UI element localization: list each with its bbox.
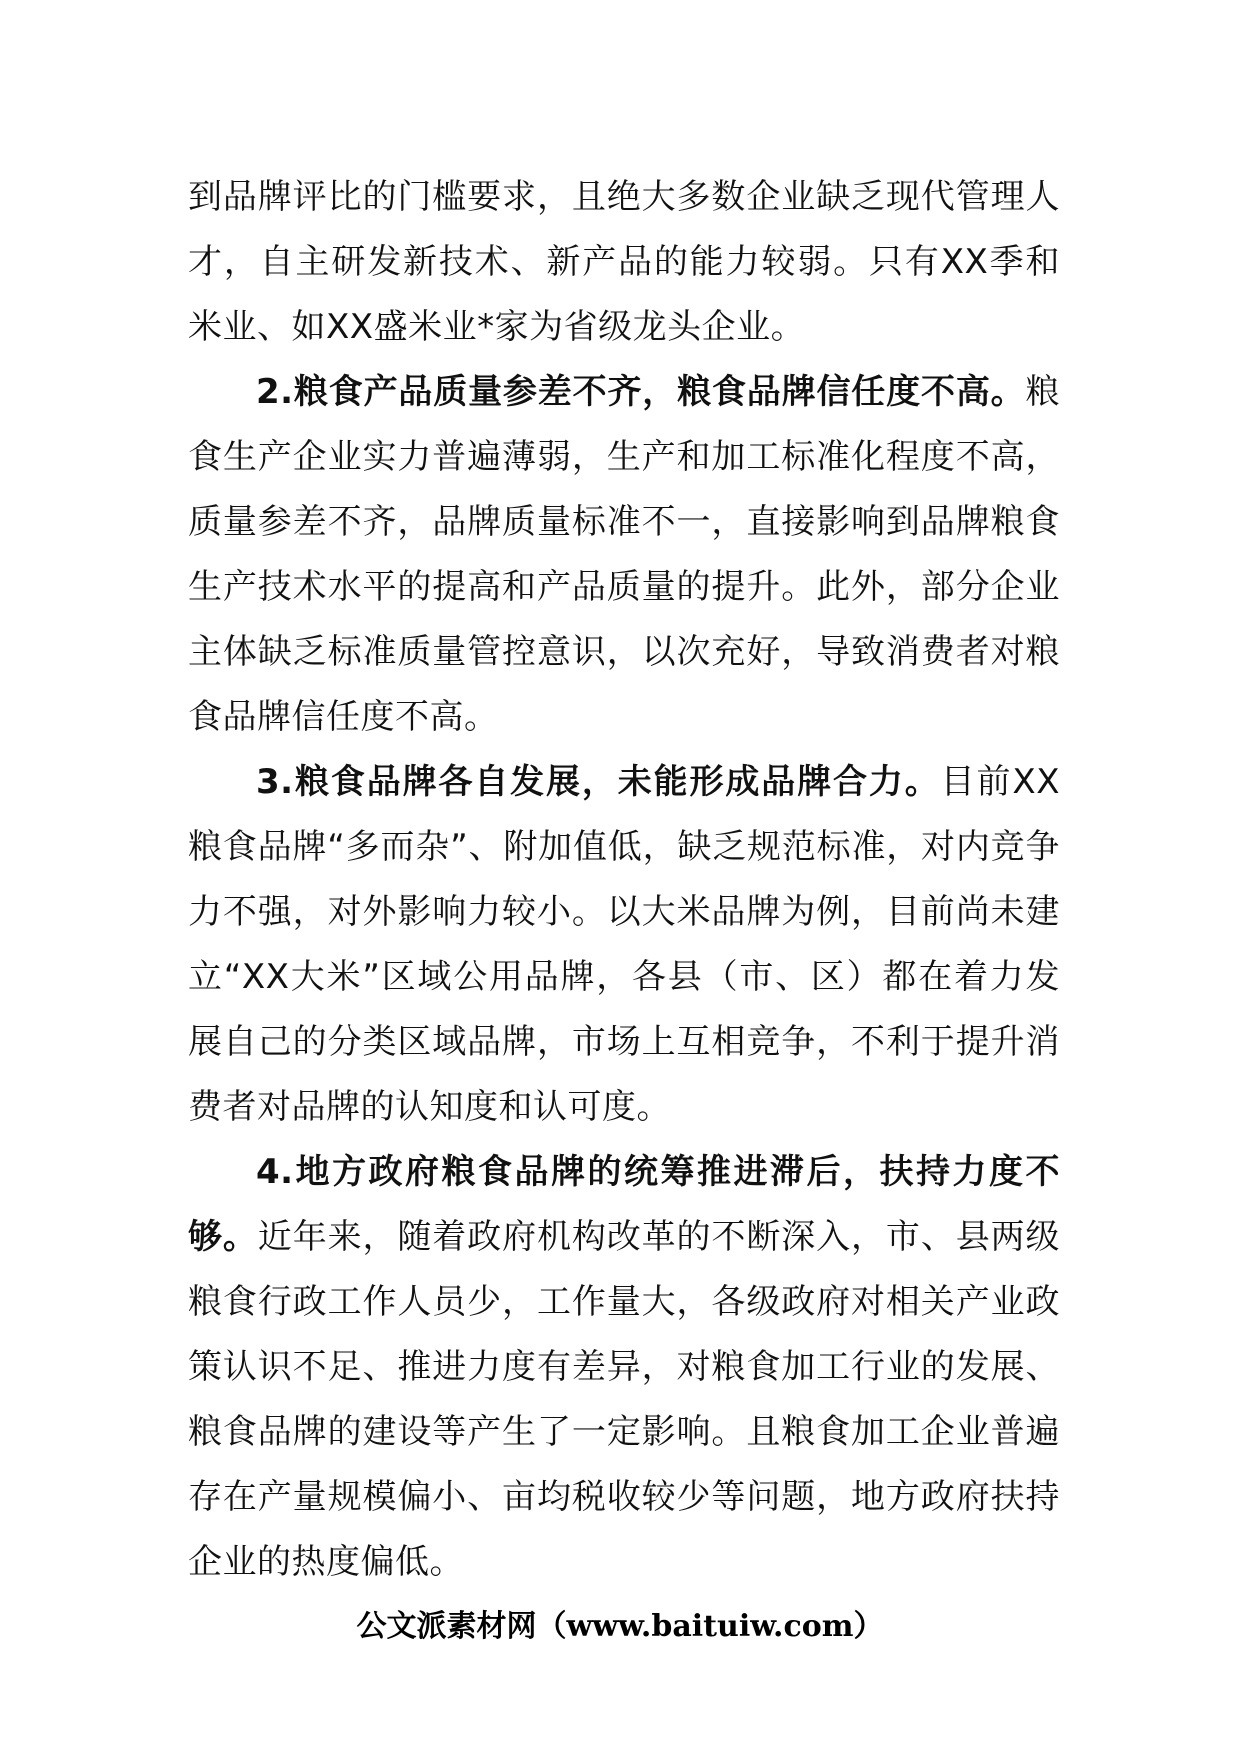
- paragraph-heading: 4.地方政府粮食品牌的统筹推进滞后，扶持力度不够。: [188, 1152, 1060, 1257]
- footer-watermark: 公文派素材网（www.baituiw.com）: [356, 1609, 884, 1644]
- paragraph-quality: [188, 360, 1060, 750]
- paragraph-brand-synergy: [188, 750, 1060, 1140]
- document-body: [188, 165, 1060, 1595]
- paragraph-text: 粮食生产企业实力普遍薄弱，生产和加工标准化程度不高，质量参差不齐，品牌质量标准不一，直接影响到品牌粮食生产技术水平的提高和产品质量的提升。此外，部分企业主体缺乏标准质量管控意识，以次充好，导致消费者对粮食品牌信任度不高。: [188, 372, 1060, 737]
- paragraph-continuation: [188, 165, 1060, 360]
- paragraph-government-support: [188, 1140, 1060, 1595]
- paragraph-text: 目前XX粮食品牌“多而杂”、附加值低，缺乏规范标准，对内竞争力不强，对外影响力较小。以大米品牌为例，目前尚未建立“XX大米”区域公用品牌，各县（市、区）都在着力发展自己的分类区域品牌，市场上互相竞争，不利于提升消费者对品牌的认知度和认可度。: [188, 762, 1060, 1127]
- paragraph-text: 到品牌评比的门槛要求，且绝大多数企业缺乏现代管理人才，自主研发新技术、新产品的能力较弱。只有XX季和米业、如XX盛米业*家为省级龙头企业。: [188, 177, 1060, 347]
- paragraph-text: 近年来，随着政府机构改革的不断深入，市、县两级粮食行政工作人员少，工作量大，各级政府对相关产业政策认识不足、推进力度有差异，对粮食加工行业的发展、粮食品牌的建设等产生了一定影响。且粮食加工企业普遍存在产量规模偏小、亩均税收较少等问题，地方政府扶持企业的热度偏低。: [188, 1217, 1061, 1582]
- paragraph-heading: 2.粮食产品质量参差不齐，粮食品牌信任度不高。: [256, 372, 1026, 412]
- paragraph-heading: 3.粮食品牌各自发展，未能形成品牌合力。: [256, 762, 941, 802]
